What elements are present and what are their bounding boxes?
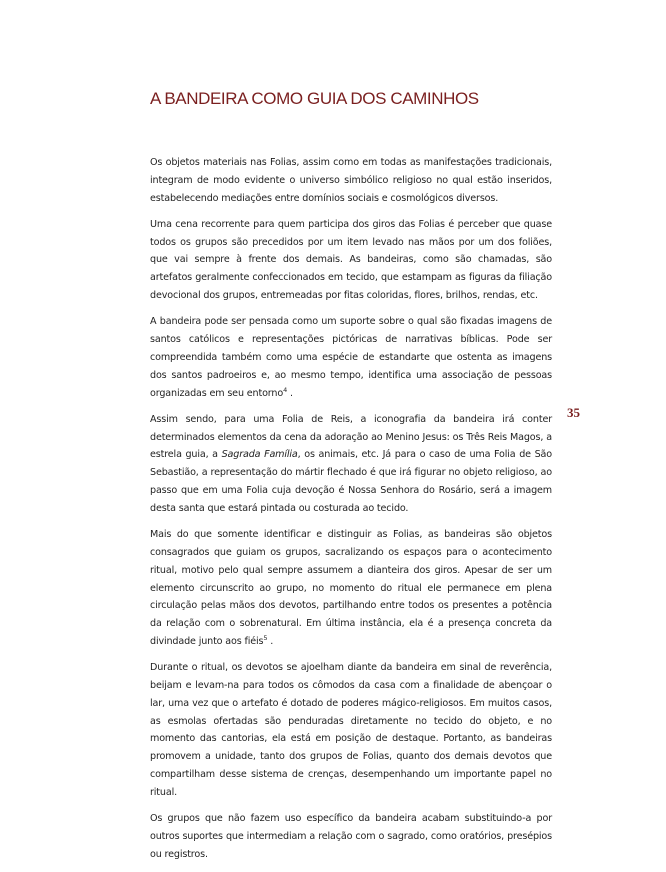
footnote-ref[interactable]: 5 — [263, 633, 268, 642]
paragraph-text: Os grupos que não fazem uso específico da bandeira acabam substituindo-a por outros suportes que intermediam a relação com o sagrado, como oratórios, presépios ou registros. — [150, 813, 552, 860]
page-title: A BANDEIRA COMO GUIA DOS CAMINHOS — [150, 89, 479, 108]
paragraph — [150, 411, 552, 518]
paragraph-tail: . — [289, 387, 293, 399]
paragraph — [150, 313, 552, 402]
paragraph-text: Durante o ritual, os devotos se ajoelham diante da bandeira em sinal de reverência, beijam e levam-na para todos os cômodos da casa com a finalidade de abençoar o lar, uma vez que o artefato é dotado de poderes mágico-religiosos. Em muitos casos, as esmolas ofertadas são penduradas diretamente no tecido do objeto, e no momento das cantorias, ela está em posição de destaque. Portanto, as bandeiras promovem a unidade, tanto dos grupos de Folias, quanto dos demais devotos que compartilham desse sistema de crenças, desempenhando um importante papel no ritual. — [150, 662, 552, 798]
paragraph-text: , os animais, etc. Já para o caso de uma Folia de São Sebastião, a representação do mártir flechado é que irá figurar no objeto religioso, ao passo que em uma Folia cuja devoção é Nossa Senhora do Rosário, será a imagem desta santa que estará pintada ou costurada ao tecido. — [150, 449, 552, 514]
body-text — [150, 154, 552, 872]
paragraph — [150, 216, 552, 305]
paragraph — [150, 810, 552, 863]
paragraph-text: Uma cena recorrente para quem participa dos giros das Folias é perceber que quase todos os grupos são precedidos por um item levado nas mãos por um dos foliões, que vai sempre à frente dos demais. As bandeiras, como são chamadas, são artefatos geralmente confeccionados em tecido, que estampam as figuras da filiação devocional dos grupos, entremeadas por fitas coloridas, flores, brilhos, rendas, etc. — [150, 218, 552, 302]
italic-term: Sagrada Família — [221, 449, 298, 461]
paragraph-text: Os objetos materiais nas Folias, assim como em todas as manifestações tradicionais, integram de modo evidente o universo simbólico religioso no qual estão inseridos, estabelecendo mediações entre domínios sociais e cosmológicos diversos. — [150, 157, 552, 204]
paragraph-tail: . — [270, 635, 274, 647]
paragraph-text: Assim sendo, para uma Folia de Reis, a iconografia da bandeira irá conter determinados elementos da cena da adoração ao Menino Jesus: os Três Reis Magos, a estrela guia, a — [150, 413, 552, 461]
paragraph — [150, 659, 552, 801]
paragraph-text: Mais do que somente identificar e distinguir as Folias, as bandeiras são objetos consagrados que guiam os grupos, sacralizando os espaços para o acontecimento ritual, motivo pelo qual sempre assumem a dianteira dos giros. Apesar de ser um elemento circunscrito ao grupo, no momento do ritual ele permanece em plena circulação pelas mãos dos devotos, partilhando entre todos os presentes a potência da relação com o sobrenatural. Em última instância, ela é a presença concreta da divindade junto aos fiéis — [150, 529, 552, 647]
page-number: 35 — [567, 405, 580, 420]
paragraph — [150, 154, 552, 207]
footnote-ref[interactable]: 4 — [283, 385, 288, 394]
paragraph — [150, 526, 552, 651]
paragraph-text: A bandeira pode ser pensada como um suporte sobre o qual são fixadas imagens de santos católicos e representações pictóricas de narrativas bíblicas. Pode ser compreendida também como uma espécie de estandarte que ostenta as imagens dos santos padroeiros e, ao mesmo tempo, identifica uma associação de pessoas organizadas em seu entorno — [150, 316, 552, 399]
